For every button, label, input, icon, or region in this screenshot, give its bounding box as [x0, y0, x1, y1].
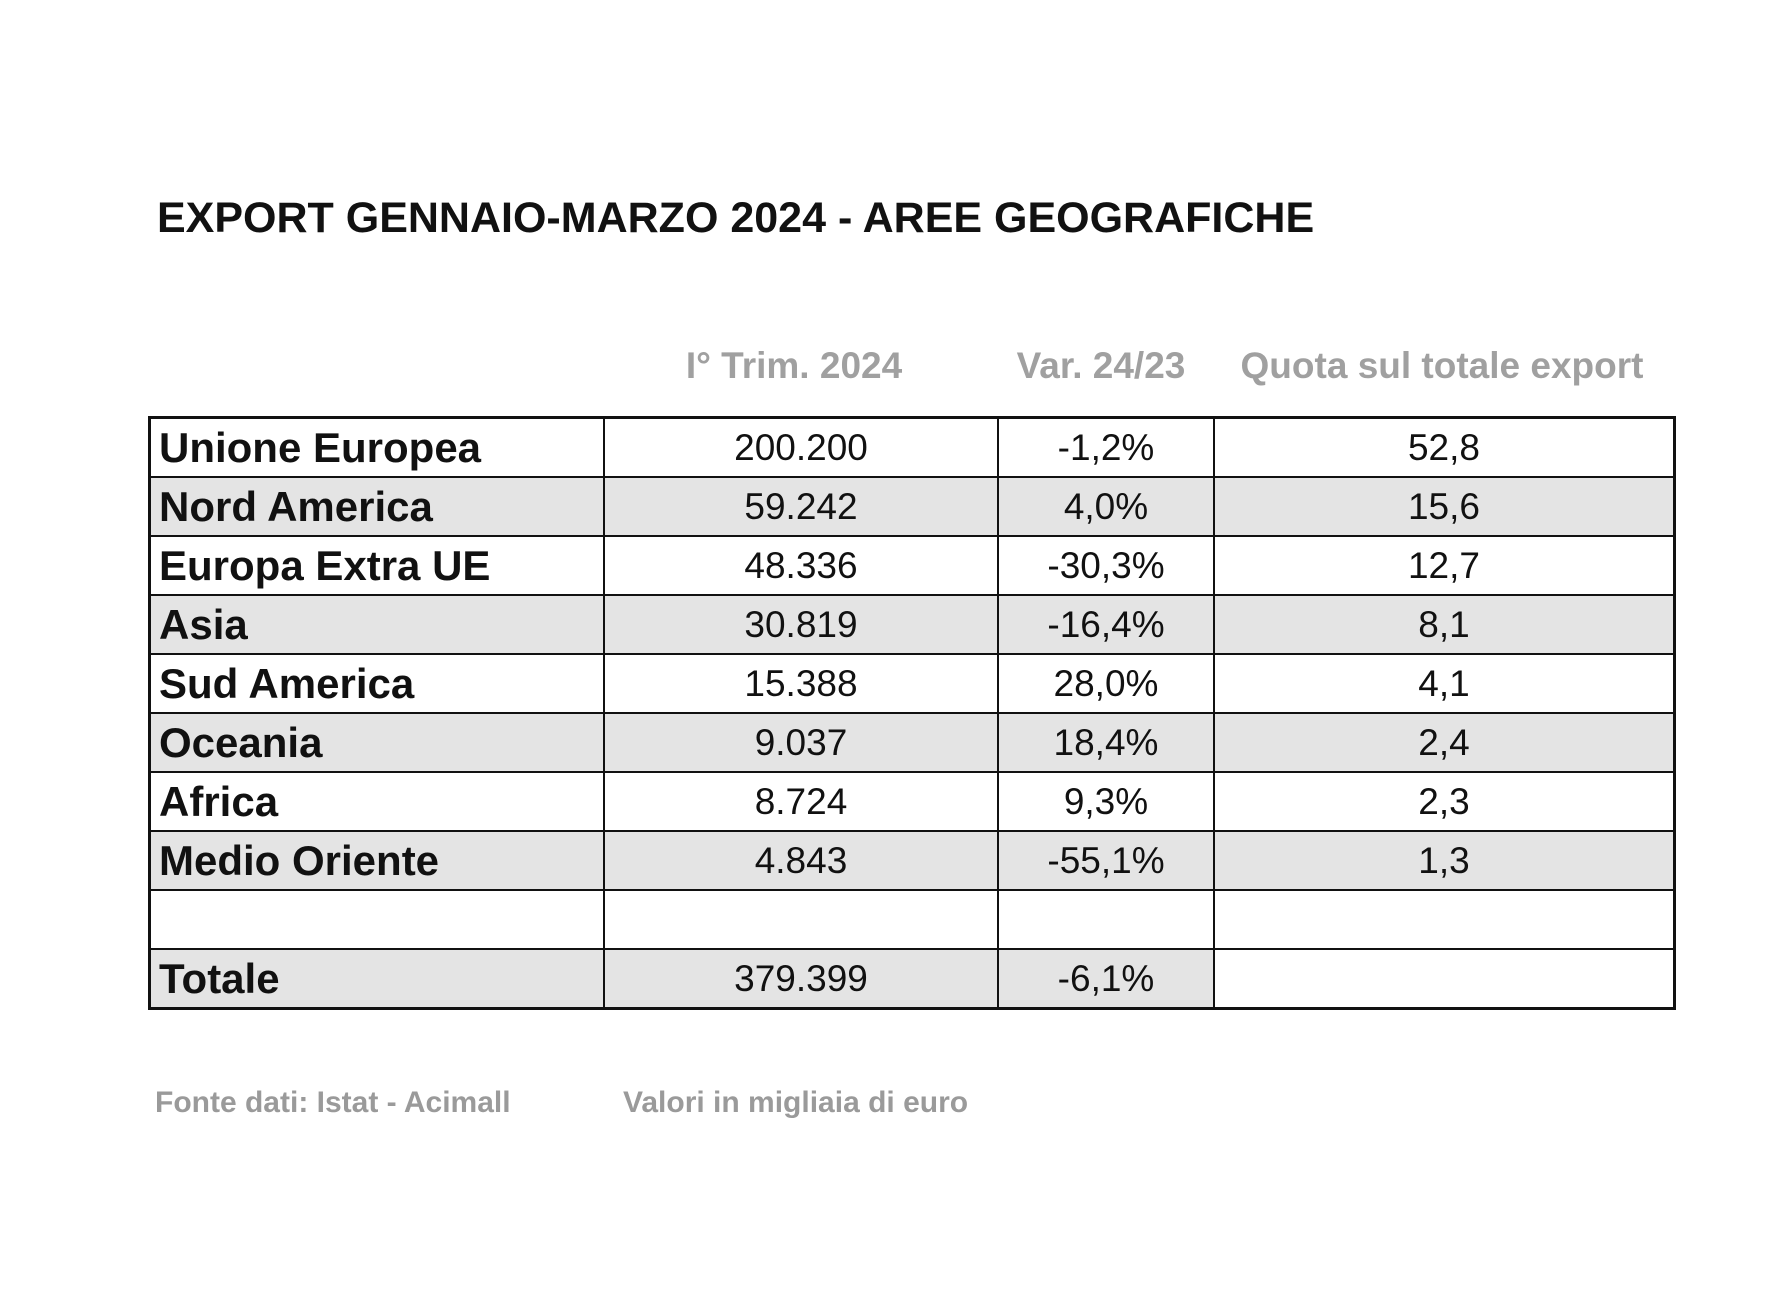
total-variation: -6,1% [998, 949, 1214, 1009]
region-cell: Nord America [150, 477, 605, 536]
value-cell: 8.724 [604, 772, 998, 831]
variation-cell: -1,2% [998, 418, 1214, 478]
region-cell: Europa Extra UE [150, 536, 605, 595]
variation-cell: -55,1% [998, 831, 1214, 890]
total-share [1214, 949, 1675, 1009]
variation-cell: 9,3% [998, 772, 1214, 831]
empty-cell [998, 890, 1214, 949]
region-cell: Africa [150, 772, 605, 831]
share-cell: 12,7 [1214, 536, 1675, 595]
empty-cell [1214, 890, 1675, 949]
variation-cell: -16,4% [998, 595, 1214, 654]
column-header-variation: Var. 24/23 [1016, 345, 1186, 386]
column-header-value: I° Trim. 2024 [685, 345, 903, 386]
units-note: Valori in migliaia di euro [623, 1086, 969, 1119]
share-cell: 2,4 [1214, 713, 1675, 772]
share-cell: 15,6 [1214, 477, 1675, 536]
table-row [150, 536, 1675, 595]
empty-row [150, 890, 1675, 949]
source-note: Fonte dati: Istat - Acimall [155, 1086, 511, 1119]
table-row [150, 654, 1675, 713]
share-cell: 8,1 [1214, 595, 1675, 654]
share-cell: 4,1 [1214, 654, 1675, 713]
value-cell: 15.388 [604, 654, 998, 713]
variation-cell: 4,0% [998, 477, 1214, 536]
variation-cell: -30,3% [998, 536, 1214, 595]
share-cell: 2,3 [1214, 772, 1675, 831]
column-headers [0, 345, 1772, 395]
region-cell: Oceania [150, 713, 605, 772]
region-cell: Medio Oriente [150, 831, 605, 890]
share-cell: 1,3 [1214, 831, 1675, 890]
table-row [150, 713, 1675, 772]
export-table [148, 416, 1676, 1010]
table-row [150, 418, 1675, 478]
value-cell: 30.819 [604, 595, 998, 654]
total-value: 379.399 [604, 949, 998, 1009]
share-cell: 52,8 [1214, 418, 1675, 478]
page-title: EXPORT GENNAIO-MARZO 2024 - AREE GEOGRAFICHE [157, 194, 1315, 242]
variation-cell: 18,4% [998, 713, 1214, 772]
value-cell: 48.336 [604, 536, 998, 595]
region-cell: Asia [150, 595, 605, 654]
table-row [150, 595, 1675, 654]
table-row [150, 831, 1675, 890]
total-label: Totale [150, 949, 605, 1009]
empty-cell [150, 890, 605, 949]
total-row [150, 949, 1675, 1009]
column-header-share: Quota sul totale export [1240, 345, 1644, 386]
value-cell: 200.200 [604, 418, 998, 478]
table-row [150, 772, 1675, 831]
value-cell: 4.843 [604, 831, 998, 890]
region-cell: Sud America [150, 654, 605, 713]
empty-cell [604, 890, 998, 949]
value-cell: 59.242 [604, 477, 998, 536]
region-cell: Unione Europea [150, 418, 605, 478]
variation-cell: 28,0% [998, 654, 1214, 713]
table-row [150, 477, 1675, 536]
value-cell: 9.037 [604, 713, 998, 772]
